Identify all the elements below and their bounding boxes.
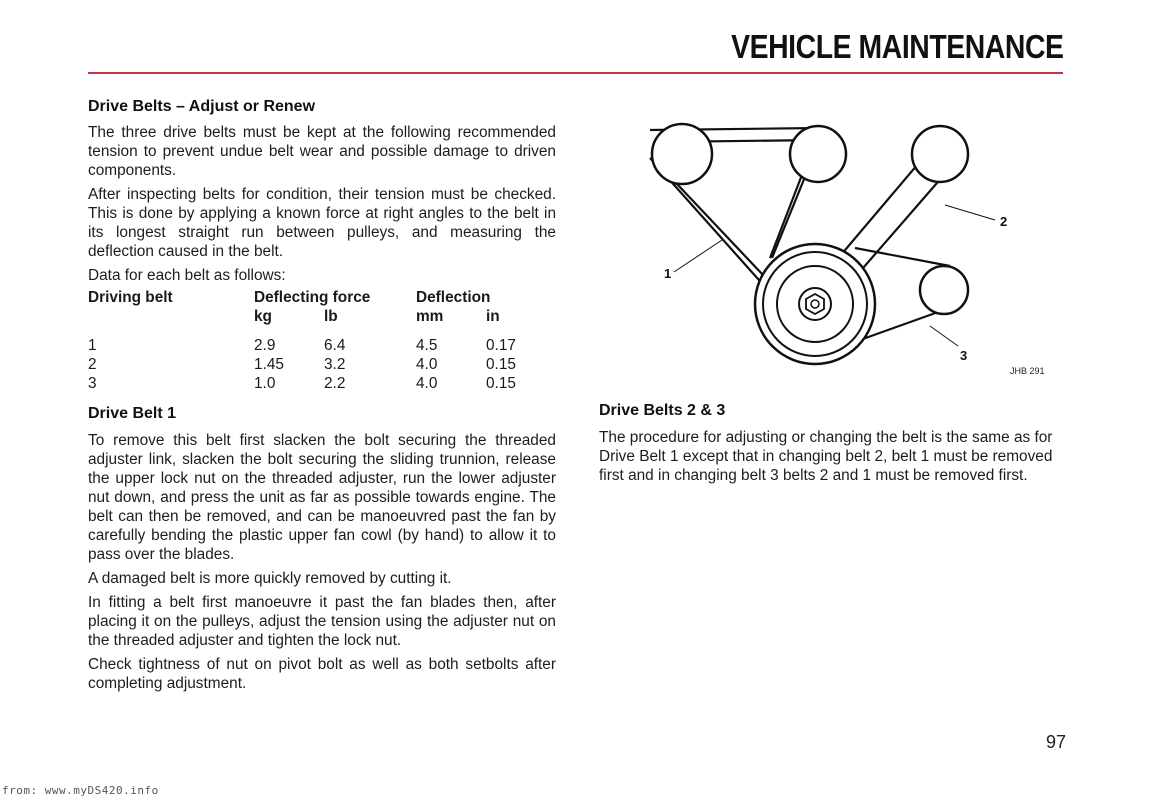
col-header-kg: kg [254,308,272,325]
cell-lb: 2.2 [324,375,346,392]
right-column [599,400,1069,485]
cell-in: 0.15 [486,375,516,392]
page-header-title: VEHICLE MAINTENANCE [731,28,1064,65]
col-header-deflection: Deflection [416,289,491,306]
cell-kg: 1.45 [254,356,284,373]
paragraph: A damaged belt is more quickly removed by cutting it. [88,570,452,587]
table-row [88,336,556,355]
cell-mm: 4.5 [416,337,438,354]
pulley-bolt-hex [806,294,824,314]
paragraph: After inspecting belts for condition, their tension must be checked. This is done by applying a known force at right angles to the belt in its longest straight run between pulleys, and measuring the deflection caused in the belt. [88,186,556,260]
cell-kg: 2.9 [254,337,276,354]
section-title-belt1: Drive Belt 1 [88,405,177,422]
table-subheader-row [88,307,556,326]
section-title-adjust: Drive Belts – Adjust or Renew [88,98,316,115]
left-column [88,96,556,693]
paragraph: The three drive belts must be kept at the following recommended tension to prevent undue belt wear and possible damage to driven components. [88,124,556,179]
cell-in: 0.17 [486,337,516,354]
cell-mm: 4.0 [416,375,438,392]
pulley-top-middle [790,126,846,182]
cell-lb: 6.4 [324,337,346,354]
cell-kg: 1.0 [254,375,276,392]
figure-reference: JHB 291 [1010,366,1045,376]
col-header-mm: mm [416,308,444,325]
paragraph: The procedure for adjusting or changing the belt is the same as for Drive Belt 1 except that in changing belt 2, belt 1 must be removed first and in changing belt 3 belts 2 and 1 must be removed first. [599,429,1053,484]
paragraph: Data for each belt as follows: [88,267,286,284]
paragraph: To remove this belt first slacken the bolt securing the threaded adjuster link, slacken the bolt securing the sliding trunnion, release the upper lock nut on the threaded adjuster, run the lower adjuster nut down, and press the unit as far as possible towards engine. The belt can then be removed, and can be manoeuvred past the fan by carefully bending the plastic upper fan cowl (by hand) to allow it to pass over the blades. [88,432,556,563]
table-header-row [88,288,556,307]
cell-belt: 1 [88,337,97,354]
paragraph: In fitting a belt first manoeuvre it past the fan blades then, after placing it on the pulleys, adjust the tension using the adjuster nut on the threaded adjuster and tighten the lock nut. [88,594,556,649]
cell-lb: 3.2 [324,356,346,373]
header-rule [88,72,1063,74]
cell-in: 0.15 [486,356,516,373]
page-number: 97 [1046,732,1067,752]
cell-belt: 2 [88,356,97,373]
col-header-lb: lb [324,308,338,325]
pulley-top-right [912,126,968,182]
watermark: from: www.myDS420.info [2,784,159,797]
label-belt-3: 3 [960,348,968,363]
cell-mm: 4.0 [416,356,438,373]
cell-belt: 3 [88,375,97,392]
pulley-left [652,124,712,184]
belt-tension-table [88,288,556,393]
drive-belt-diagram [640,108,1060,383]
paragraph: Check tightness of nut on pivot bolt as well as both setbolts after completing adjustment. [88,656,556,692]
table-row [88,355,556,374]
pulley-right [920,266,968,314]
section-title-belts-2-3: Drive Belts 2 & 3 [599,402,726,419]
table-row [88,374,556,393]
col-header-deflecting-force: Deflecting force [254,289,371,306]
label-belt-1: 1 [664,266,672,281]
col-header-driving-belt: Driving belt [88,289,173,306]
label-belt-2: 2 [1000,214,1008,229]
col-header-in: in [486,308,500,325]
